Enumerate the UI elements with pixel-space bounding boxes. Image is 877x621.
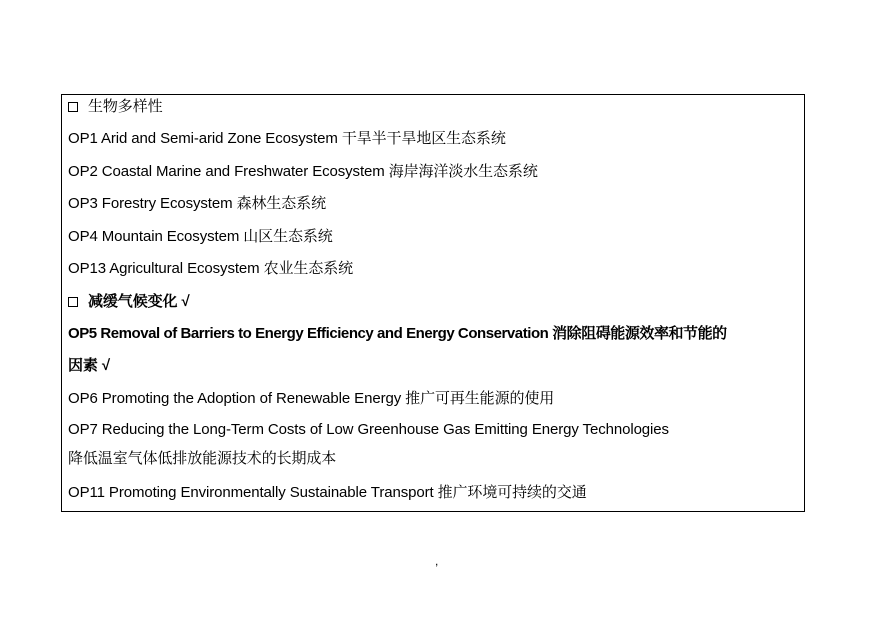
biodiversity-header [68, 98, 163, 116]
op6-line: OP6 Promoting the Adoption of Renewable Energy 推广可再生能源的使用 [68, 390, 555, 407]
op3-line: OP3 Forestry Ecosystem 森林生态系统 [68, 195, 326, 212]
op13-line: OP13 Agricultural Ecosystem 农业生态系统 [68, 260, 354, 277]
op7-line-1: OP7 Reducing the Long-Term Costs of Low Greenhouse Gas Emitting Energy Technologies [68, 421, 669, 438]
op2-line: OP2 Coastal Marine and Freshwater Ecosystem 海岸海洋淡水生态系统 [68, 163, 538, 180]
op11-line: OP11 Promoting Environmentally Sustainable Transport 推广环境可持续的交通 [68, 484, 587, 501]
op5-line-1: OP5 Removal of Barriers to Energy Efficiency and Energy Conservation 消除阻碍能源效率和节能的 [68, 325, 727, 342]
footer-mark: , [435, 554, 439, 568]
op4-line: OP4 Mountain Ecosystem 山区生态系统 [68, 228, 333, 245]
biodiversity-label: 生物多样性 [88, 98, 163, 115]
op1-line: OP1 Arid and Semi-arid Zone Ecosystem 干旱半干旱地区生态系统 [68, 130, 506, 147]
checkbox-icon[interactable] [68, 102, 78, 112]
op7-line-2: 降低温室气体低排放能源技术的长期成本 [68, 450, 337, 467]
checkbox-icon[interactable] [68, 297, 78, 307]
climate-header [68, 293, 190, 311]
op5-line-2: 因素 √ [68, 357, 111, 374]
program-table [61, 94, 805, 512]
climate-label: 减缓气候变化 √ [88, 293, 190, 310]
